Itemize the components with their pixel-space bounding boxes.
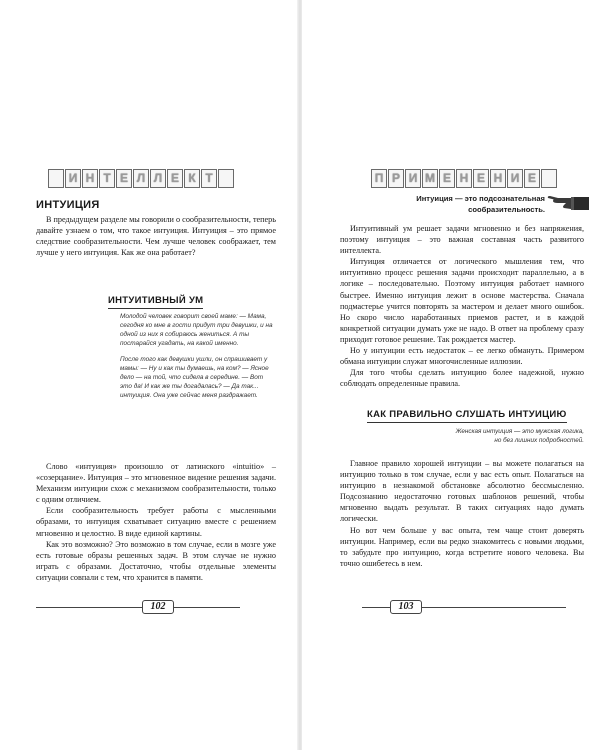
banner-tile: Л: [150, 169, 166, 188]
paragraph: Но вот чем больше у вас опыта, тем чаще стоит доверять интуиции. Например, если вы редко знакомитесь с новыми людьми, то забудьте про интуицию, когда встретите нового человека. Вы точно ошибетесь в нем.: [340, 525, 584, 568]
anecdote-part: Молодой человек говорит своей маме: — Мама, сегодня ко мне в гости придут три девушки, и на одной из них я собираюсь жениться. А ты постарайся угадать, на какой именно.: [120, 313, 273, 347]
banner-tile: И: [65, 169, 81, 188]
anecdote: [120, 312, 275, 407]
banner-tile: Н: [456, 169, 472, 188]
banner-tile: Е: [116, 169, 132, 188]
banner-tile: [541, 169, 557, 188]
banner-tile: Н: [490, 169, 506, 188]
banner-tile: [48, 169, 64, 188]
callout-line: Интуиция — это подсознательная: [416, 194, 545, 203]
main-text: [36, 461, 276, 583]
banner-tile: Р: [388, 169, 404, 188]
banner-tile: Н: [82, 169, 98, 188]
subsection-title: ИНТУИТИВНЫЙ УМ: [108, 295, 203, 309]
subsection-title: КАК ПРАВИЛЬНО СЛУШАТЬ ИНТУИЦИЮ: [367, 409, 567, 423]
epigraph-line: но без лишних подробностей.: [494, 437, 584, 444]
banner-tile: И: [405, 169, 421, 188]
page-number-left: [0, 600, 298, 614]
page-number: 103: [390, 600, 422, 614]
epigraph-line: Женская интуиция — это мужская логика,: [455, 428, 584, 435]
chapter-banner-left: [48, 169, 234, 189]
paragraph: Как это возможно? Это возможно в том случае, если в мозге уже есть готовые образы решенных задач. В этом случае не нужно играть с образами. Достаточно, чтобы отдельные элементы ситуации совпали с тем, что хранится в памяти.: [36, 539, 276, 582]
chapter-banner-right: [371, 169, 557, 189]
paragraph: Интуиция отличается от логического мышления тем, что интуитивно процесс решения задачи происходит параллельно, а в логике – последовательно. Поэтому интуиция работает намного быстрее. Именно интуиция лежит в основе мастерства. Сначала подмастерье учится повторять за мастером и делает много ошибок. Но скоро число наработанных приемов растет, и в каждой конкретной ситуации думать уже не надо. В ответ на проблему сразу приходит готовое решение. Так рождается мастер.: [340, 257, 584, 344]
anecdote-part: После того как девушки ушли, он спрашивает у мамы: — Ну и как ты думаешь, на ком? — Ясное дело — на той, что сидела в середине. — Вот это да! И как же ты догадалась? — Да так... интуиция. Она уже сейчас меня раздражает.: [120, 356, 269, 399]
banner-tile: Л: [133, 169, 149, 188]
left-page: [0, 0, 298, 750]
paragraph: Главное правило хорошей интуиции – вы можете полагаться на интуицию только в том случае, если у вас есть опыт. Полагаться на интуицию в незнакомой обстановке абсолютно бессмысленно. Подсознанию недостаточно готовых шаблонов решений, чтобы мгновенно выдать результат. В таких ситуациях надо думать логически.: [340, 459, 584, 524]
banner-tile: Е: [524, 169, 540, 188]
banner-tile: К: [184, 169, 200, 188]
paragraph: Слово «интуиция» произошло от латинского «intuitio» – «созерцание». Интуиция – это мгновенное видение решения задачи. Механизм интуиции схож с механизмом сообразительности, только с одним отличием.: [36, 462, 276, 505]
paragraph: Если сообразительность требует работы с мысленными образами, то интуиция схватывает ситуацию вместе с решением мгновенно и целостно. В виде единой картины.: [36, 506, 276, 538]
intro-text: [36, 214, 276, 258]
page-number-rule: [36, 607, 240, 608]
paragraph: Но у интуиции есть недостаток – ее легко обмануть. Примером обмана интуиции служат многочисленные иллюзии.: [340, 346, 584, 367]
callout-line: сообразительность.: [468, 205, 545, 214]
banner-tile: [218, 169, 234, 188]
right-page: [302, 0, 600, 750]
paragraph: Для того чтобы сделать интуицию более надежной, нужно соблюдать определенные правила.: [340, 368, 584, 389]
right-intro-text: [340, 223, 584, 389]
banner-tile: Е: [473, 169, 489, 188]
pointing-hand-icon: [547, 192, 589, 216]
callout: [372, 193, 545, 215]
banner-tile: Е: [439, 169, 455, 188]
paragraph: Интуитивный ум решает задачи мгновенно и без напряжения, поэтому интуиция – это важная составная часть развитого интеллекта.: [340, 224, 584, 256]
banner-tile: М: [422, 169, 438, 188]
banner-tile: П: [371, 169, 387, 188]
banner-tile: Е: [167, 169, 183, 188]
page-number: 102: [142, 600, 174, 614]
epigraph: [400, 427, 584, 445]
page-number-right: [302, 600, 600, 614]
banner-tile: Т: [99, 169, 115, 188]
paragraph: В предыдущем разделе мы говорили о сообразительности, теперь давайте узнаем о том, что такое интуиция. Интуиция – это прямое следствие сообразительности. Чем лучше человек соображает, тем лучше у него интуиция. Как же она работает?: [36, 215, 276, 258]
banner-tile: И: [507, 169, 523, 188]
section-title: ИНТУИЦИЯ: [36, 199, 100, 211]
right-main-text: [340, 458, 584, 569]
banner-tile: Т: [201, 169, 217, 188]
